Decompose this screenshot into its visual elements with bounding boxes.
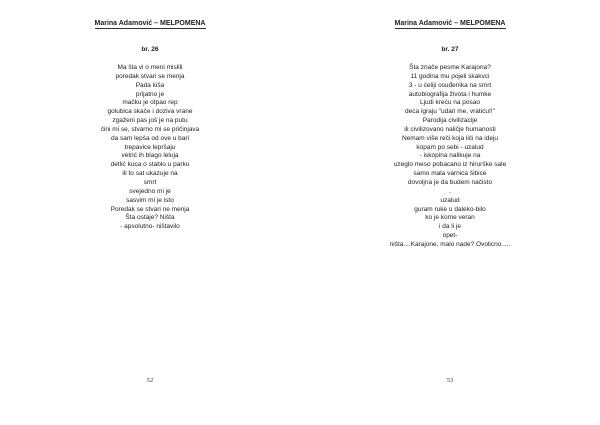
poem-line: uzalud xyxy=(440,196,460,204)
header-text: Marina Adamović – MELPOMENA xyxy=(394,20,506,27)
poem-line: uzeglo meso pobacano iz hirurške sale xyxy=(393,161,507,169)
poem-line: - iskopina nalikuje na xyxy=(419,152,481,160)
poem-line: guram ruke u daleko-bilo xyxy=(414,205,486,213)
right-page xyxy=(310,0,590,425)
poem-line: mačku je otpao rep xyxy=(122,99,178,107)
poem-line: detlić kuca o stablo u parku xyxy=(110,161,190,169)
poem-line: Nemam više reči koja liči na ideju xyxy=(401,134,499,142)
poem-line: da sam lepša od ove u bari xyxy=(110,134,190,142)
poem-text xyxy=(310,64,590,250)
poem-line: čini mi se, stvarno mi se pričinjava xyxy=(100,125,200,133)
poem-line: i da li je xyxy=(438,223,462,231)
poem-line: Šta ostaje? Ništa xyxy=(125,214,175,222)
poem-line: prijatno je xyxy=(135,90,165,98)
poem-line: Parodija civilizacije xyxy=(422,117,478,125)
poem-line: poredak stvari se menja xyxy=(115,72,185,80)
poem-line: Šta znače pesme Karajona? xyxy=(409,64,491,71)
page-number: 52 xyxy=(146,377,154,384)
poem-line: samo mala varnica šibice xyxy=(413,170,487,178)
poem-line: Pada kiša xyxy=(135,81,165,89)
page-header xyxy=(310,19,590,28)
poem-line: deca igraju "udari me, vratiću!!" xyxy=(405,108,495,116)
poem-line: 3 - u ćeliji osuđenika na smrt xyxy=(408,81,492,89)
poem-line: . xyxy=(449,187,451,195)
poem-line: Poredak se stvari ne menja xyxy=(110,205,190,213)
poem-line: ko je kome veran xyxy=(425,214,475,222)
poem-line: vetrić ih blago leluja xyxy=(121,152,179,160)
poem-number: br. 27 xyxy=(441,46,459,53)
left-page xyxy=(10,0,290,425)
poem-line: smrt xyxy=(143,178,157,186)
page-header xyxy=(10,19,290,28)
poem-line: trepavice lepršaju xyxy=(124,143,176,151)
poem-line: 11 godina mu pojeli skakvci xyxy=(410,72,490,80)
poem-line: - apsolutno- ništavilo xyxy=(120,223,180,231)
page-number: 53 xyxy=(446,377,454,384)
poem-line: opet- xyxy=(442,232,458,240)
header-text: Marina Adamović – MELPOMENA xyxy=(94,20,206,27)
poem-line: dovoljna je da budem načisto xyxy=(407,178,493,186)
poem-line: golubica skače i doziva vrane xyxy=(107,108,193,116)
poem-line: zgaženi pas još je na putu xyxy=(112,117,188,125)
poem-line: ili to sat ukazuje na xyxy=(122,170,178,178)
poem-line: ništa....Karajone, malo nade? Ovolicno..... xyxy=(389,240,511,248)
poem-line: autobiografija života i humke xyxy=(408,90,492,98)
poem-number: br. 26 xyxy=(141,46,159,53)
poem-line: kopam po sebi - uzalud xyxy=(416,143,484,151)
poem-line: Ljudi kreću na posao xyxy=(420,99,480,107)
poem-line: sasvim mi je isto xyxy=(126,196,174,204)
poem-line: Ma šta vi o meni mislili xyxy=(117,64,183,71)
poem-line: ili civilizovano naličje humanosti xyxy=(404,125,496,133)
poem-line: svejedno mi je xyxy=(129,187,171,195)
poem-text xyxy=(10,64,290,232)
